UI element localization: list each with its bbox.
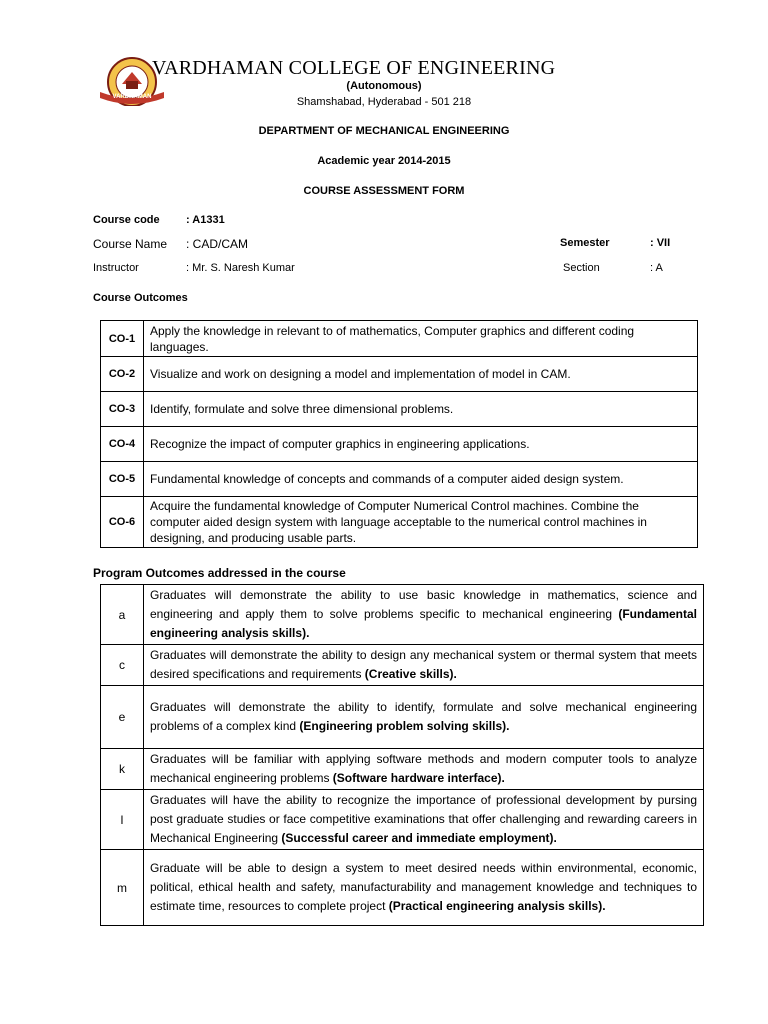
- academic-year: Academic year 2014-2015: [317, 155, 451, 167]
- section-label: Section: [563, 262, 600, 274]
- po-code: c: [101, 645, 144, 686]
- course-name-label: Course Name: [93, 237, 168, 251]
- po-code: m: [101, 850, 144, 926]
- po-description: [144, 850, 704, 926]
- table-row: [101, 321, 698, 357]
- po-code: e: [101, 686, 144, 749]
- co-code: CO-1: [101, 321, 144, 357]
- instructor-value: : Mr. S. Naresh Kumar: [186, 262, 295, 274]
- semester-value: : VII: [650, 237, 671, 249]
- course-code-label: Course code: [93, 214, 160, 226]
- semester-label: Semester: [560, 237, 610, 249]
- co-code: CO-4: [101, 427, 144, 462]
- co-code: CO-3: [101, 392, 144, 427]
- po-description: [144, 790, 704, 850]
- course-name-value: : CAD/CAM: [186, 237, 249, 251]
- po-skill: (Software hardware interface).: [332, 771, 505, 785]
- po-code: k: [101, 749, 144, 790]
- table-row: [101, 462, 698, 497]
- po-skill: (Fundamental engineering analysis skills).: [150, 607, 697, 640]
- po-description: [144, 645, 704, 686]
- table-row: [101, 790, 704, 850]
- co-description: Identify, formulate and solve three dimensional problems.: [144, 392, 698, 427]
- table-row: [101, 357, 698, 392]
- course-outcomes-table: [100, 320, 698, 548]
- po-text: Graduate will be able to design a system to meet desired needs within environmental, economic, political, ethical health and safety, manufacturability and management knowledge and techniques to estimate time, resources to complete project: [150, 861, 697, 913]
- svg-text:VARDHAMAN: VARDHAMAN: [112, 94, 152, 100]
- po-code: l: [101, 790, 144, 850]
- po-skill: (Practical engineering analysis skills).: [388, 899, 606, 913]
- po-text: Graduates will be familiar with applying software methods and modern computer tools to analyze mechanical engineering problems: [150, 752, 697, 785]
- po-skill: (Creative skills).: [364, 667, 457, 681]
- table-row: [101, 850, 704, 926]
- po-text: Graduates will have the ability to recognize the importance of professional development by pursing post graduate studies or face competitive examinations that offer challenging and rewarding careers in Mechanical Engineering: [150, 793, 697, 845]
- po-skill: (Successful career and immediate employment).: [281, 831, 557, 845]
- co-description: Fundamental knowledge of concepts and commands of a computer aided design system.: [144, 462, 698, 497]
- course-outcomes-heading: Course Outcomes: [93, 292, 188, 304]
- co-code: CO-6: [101, 497, 144, 548]
- po-skill: (Engineering problem solving skills).: [299, 719, 510, 733]
- co-description: Visualize and work on designing a model and implementation of model in CAM.: [144, 357, 698, 392]
- department-title: DEPARTMENT OF MECHANICAL ENGINEERING: [258, 125, 510, 137]
- table-row: [101, 686, 704, 749]
- po-text: Graduates will demonstrate the ability to design any mechanical system or thermal system that meets desired specifications and requirements: [150, 648, 697, 681]
- co-code: CO-2: [101, 357, 144, 392]
- co-description: Acquire the fundamental knowledge of Computer Numerical Control machines. Combine the computer aided design system with language acceptable to the numerical control machines in designing, and producing usable parts.: [144, 497, 698, 548]
- college-name: VARDHAMAN COLLEGE OF ENGINEERING: [152, 57, 556, 79]
- program-outcomes-table: [100, 584, 704, 926]
- co-description: Apply the knowledge in relevant to of mathematics, Computer graphics and different coding languages.: [144, 321, 698, 357]
- table-row: [101, 585, 704, 645]
- program-outcomes-heading: Program Outcomes addressed in the course: [93, 566, 346, 580]
- autonomous-label: (Autonomous): [346, 80, 422, 92]
- form-title: COURSE ASSESSMENT FORM: [303, 185, 465, 197]
- instructor-label: Instructor: [93, 262, 139, 274]
- po-text: Graduates will demonstrate the ability to use basic knowledge in mathematics, science and engineering and apply them to solve problems specific to mechanical engineering: [150, 588, 697, 621]
- course-code-value: : A1331: [186, 214, 225, 226]
- po-text: Graduates will demonstrate the ability to identify, formulate and solve mechanical engineering problems of a complex kind: [150, 700, 697, 733]
- co-code: CO-5: [101, 462, 144, 497]
- po-description: [144, 749, 704, 790]
- po-description: [144, 585, 704, 645]
- table-row: [101, 497, 698, 548]
- table-row: [101, 427, 698, 462]
- section-value: : A: [650, 262, 663, 274]
- college-address: Shamshabad, Hyderabad - 501 218: [296, 96, 472, 108]
- po-code: a: [101, 585, 144, 645]
- po-description: [144, 686, 704, 749]
- table-row: [101, 749, 704, 790]
- table-row: [101, 392, 698, 427]
- table-row: [101, 645, 704, 686]
- co-description: Recognize the impact of computer graphics in engineering applications.: [144, 427, 698, 462]
